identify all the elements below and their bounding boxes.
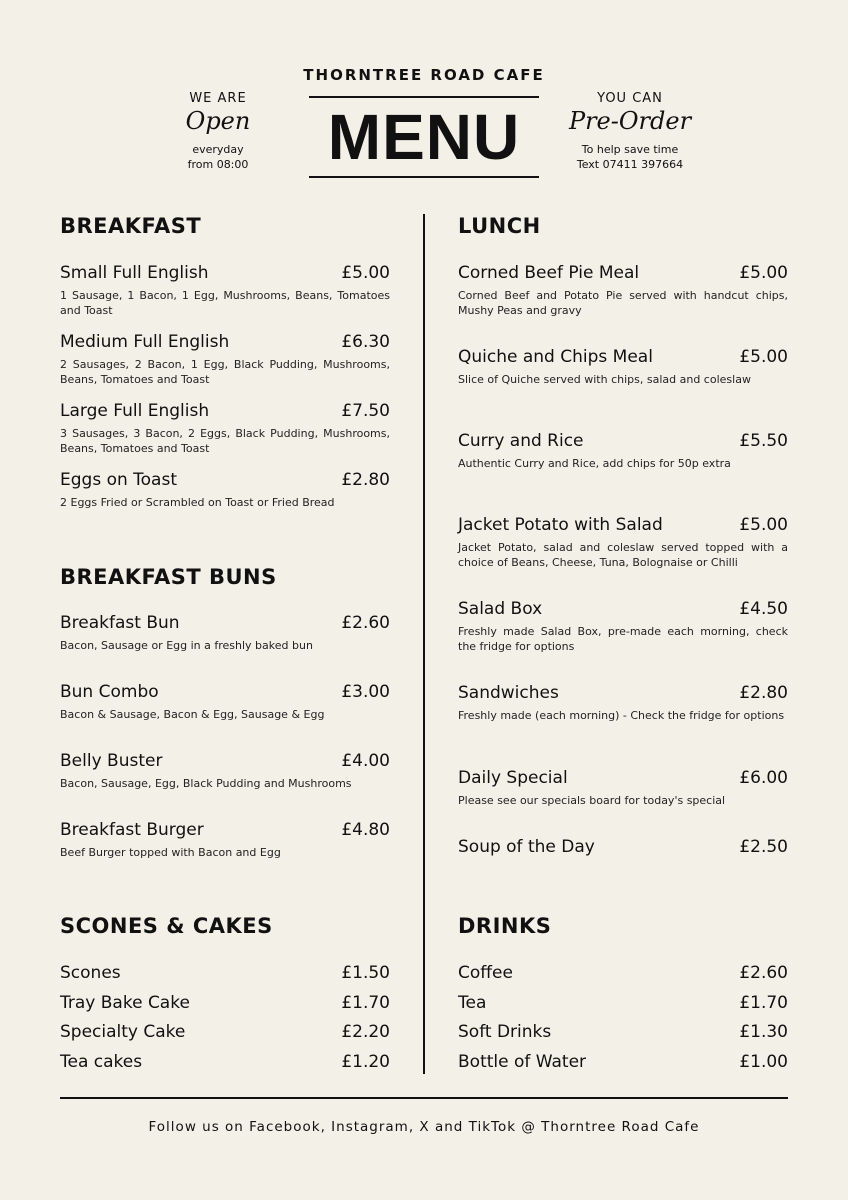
item-price: £5.00 bbox=[341, 263, 390, 283]
menu-item bbox=[458, 1051, 788, 1073]
item-price: £2.80 bbox=[341, 470, 390, 490]
item-name: Corned Beef Pie Meal bbox=[458, 263, 640, 283]
item-description: Jacket Potato, salad and coleslaw served topped with a choice of Beans, Cheese, Tuna, Bolognaise or Chilli bbox=[458, 541, 788, 569]
title-rule-top bbox=[309, 96, 539, 98]
menu-item bbox=[60, 819, 390, 860]
section-title-breakfast-buns: BREAKFAST BUNS bbox=[60, 565, 277, 589]
item-price: £6.30 bbox=[341, 332, 390, 352]
open-days: everyday bbox=[192, 143, 244, 156]
item-price: £1.50 bbox=[341, 963, 390, 983]
menu-item bbox=[60, 331, 390, 387]
menu-item bbox=[458, 598, 788, 654]
menu-item bbox=[60, 1021, 390, 1043]
item-name: Medium Full English bbox=[60, 332, 230, 352]
item-name: Tea cakes bbox=[60, 1052, 143, 1072]
item-name: Bun Combo bbox=[60, 682, 159, 702]
item-price: £2.20 bbox=[341, 1022, 390, 1042]
pre-order-phone: Text 07411 397664 bbox=[576, 158, 684, 171]
cafe-name: THORNTREE ROAD CAFE bbox=[303, 66, 545, 84]
item-name: Tea bbox=[458, 993, 487, 1013]
item-price: £2.50 bbox=[739, 837, 788, 857]
we-are-label: WE ARE bbox=[189, 91, 247, 106]
footer-social-text: Follow us on Facebook, Instagram, X and TikTok @ Thorntree Road Cafe bbox=[148, 1119, 700, 1135]
column-divider bbox=[423, 214, 425, 1074]
menu-item bbox=[458, 962, 788, 984]
title-rule-bottom bbox=[309, 176, 539, 178]
item-description: Bacon, Sausage or Egg in a freshly baked bun bbox=[60, 639, 313, 652]
opening-hours-block bbox=[158, 91, 278, 172]
item-price: £1.30 bbox=[739, 1022, 788, 1042]
item-description: Corned Beef and Potato Pie served with handcut chips, Mushy Peas and gravy bbox=[458, 289, 788, 317]
pre-order-block bbox=[550, 91, 710, 172]
item-price: £6.00 bbox=[739, 768, 788, 788]
item-description: Bacon, Sausage, Egg, Black Pudding and Mushrooms bbox=[60, 777, 352, 790]
menu-item bbox=[458, 767, 788, 808]
section-title-scones-cakes: SCONES & CAKES bbox=[60, 914, 273, 938]
footer-rule bbox=[60, 1097, 788, 1099]
item-description: Freshly made Salad Box, pre-made each morning, check the fridge for options bbox=[458, 625, 788, 653]
menu-item bbox=[458, 836, 788, 858]
item-price: £3.00 bbox=[341, 682, 390, 702]
menu-item bbox=[60, 992, 390, 1014]
item-price: £1.70 bbox=[739, 993, 788, 1013]
item-description: Please see our specials board for today's special bbox=[458, 794, 726, 807]
pre-order-script: Pre-Order bbox=[568, 107, 692, 135]
item-name: Breakfast Bun bbox=[60, 613, 180, 633]
item-price: £4.50 bbox=[739, 599, 788, 619]
menu-item bbox=[60, 750, 390, 791]
item-name: Quiche and Chips Meal bbox=[458, 347, 653, 367]
open-time: from 08:00 bbox=[187, 158, 249, 171]
item-name: Eggs on Toast bbox=[60, 470, 177, 490]
item-price: £5.50 bbox=[739, 431, 788, 451]
item-description: Slice of Quiche served with chips, salad and coleslaw bbox=[458, 373, 751, 386]
item-price: £4.80 bbox=[341, 820, 390, 840]
item-name: Breakfast Burger bbox=[60, 820, 204, 840]
item-name: Soup of the Day bbox=[458, 837, 595, 857]
item-price: £2.60 bbox=[739, 963, 788, 983]
item-price: £2.60 bbox=[341, 613, 390, 633]
item-description: Bacon & Sausage, Bacon & Egg, Sausage & Egg bbox=[60, 708, 325, 721]
item-description: Freshly made (each morning) - Check the fridge for options bbox=[458, 709, 785, 722]
menu-item bbox=[458, 346, 788, 387]
item-name: Coffee bbox=[458, 963, 513, 983]
item-price: £4.00 bbox=[341, 751, 390, 771]
item-price: £5.00 bbox=[739, 263, 788, 283]
item-name: Daily Special bbox=[458, 768, 568, 788]
item-name: Small Full English bbox=[60, 263, 209, 283]
item-name: Tray Bake Cake bbox=[60, 993, 190, 1013]
item-name: Bottle of Water bbox=[458, 1052, 587, 1072]
page-title: MENU bbox=[327, 101, 521, 173]
item-name: Belly Buster bbox=[60, 751, 163, 771]
menu-item bbox=[60, 612, 390, 653]
menu-item bbox=[60, 1051, 390, 1073]
item-price: £5.00 bbox=[739, 515, 788, 535]
item-name: Jacket Potato with Salad bbox=[458, 515, 663, 535]
section-title-drinks: DRINKS bbox=[458, 914, 552, 938]
item-price: £1.70 bbox=[341, 993, 390, 1013]
item-price: £7.50 bbox=[341, 401, 390, 421]
item-description: Beef Burger topped with Bacon and Egg bbox=[60, 846, 281, 859]
item-description: Authentic Curry and Rice, add chips for 50p extra bbox=[458, 457, 731, 470]
menu-item bbox=[458, 514, 788, 570]
item-name: Specialty Cake bbox=[60, 1022, 186, 1042]
menu-item bbox=[60, 262, 390, 318]
menu-item bbox=[60, 400, 390, 456]
item-name: Soft Drinks bbox=[458, 1022, 552, 1042]
menu-item bbox=[458, 682, 788, 723]
item-price: £5.00 bbox=[739, 347, 788, 367]
item-name: Salad Box bbox=[458, 599, 543, 619]
item-description: 2 Eggs Fried or Scrambled on Toast or Fried Bread bbox=[60, 496, 335, 509]
item-price: £2.80 bbox=[739, 683, 788, 703]
item-price: £1.00 bbox=[739, 1052, 788, 1072]
item-name: Sandwiches bbox=[458, 683, 559, 703]
menu-item bbox=[60, 962, 390, 984]
menu-item bbox=[60, 469, 390, 510]
item-name: Large Full English bbox=[60, 401, 210, 421]
item-name: Curry and Rice bbox=[458, 431, 584, 451]
menu-item bbox=[458, 262, 788, 318]
menu-item bbox=[458, 1021, 788, 1043]
section-title-lunch: LUNCH bbox=[458, 214, 541, 238]
item-description: 3 Sausages, 3 Bacon, 2 Eggs, Black Pudding, Mushrooms, Beans, Tomatoes and Toast bbox=[60, 427, 390, 455]
item-description: 2 Sausages, 2 Bacon, 1 Egg, Black Pudding, Mushrooms, Beans, Tomatoes and Toast bbox=[60, 358, 390, 386]
pre-order-note: To help save time bbox=[581, 143, 679, 156]
menu-item bbox=[60, 681, 390, 722]
section-title-breakfast: BREAKFAST bbox=[60, 214, 202, 238]
item-price: £1.20 bbox=[341, 1052, 390, 1072]
open-script: Open bbox=[185, 107, 251, 135]
item-name: Scones bbox=[60, 963, 121, 983]
item-description: 1 Sausage, 1 Bacon, 1 Egg, Mushrooms, Beans, Tomatoes and Toast bbox=[60, 289, 390, 317]
menu-item bbox=[458, 992, 788, 1014]
you-can-label: YOU CAN bbox=[597, 91, 663, 106]
menu-item bbox=[458, 430, 788, 471]
